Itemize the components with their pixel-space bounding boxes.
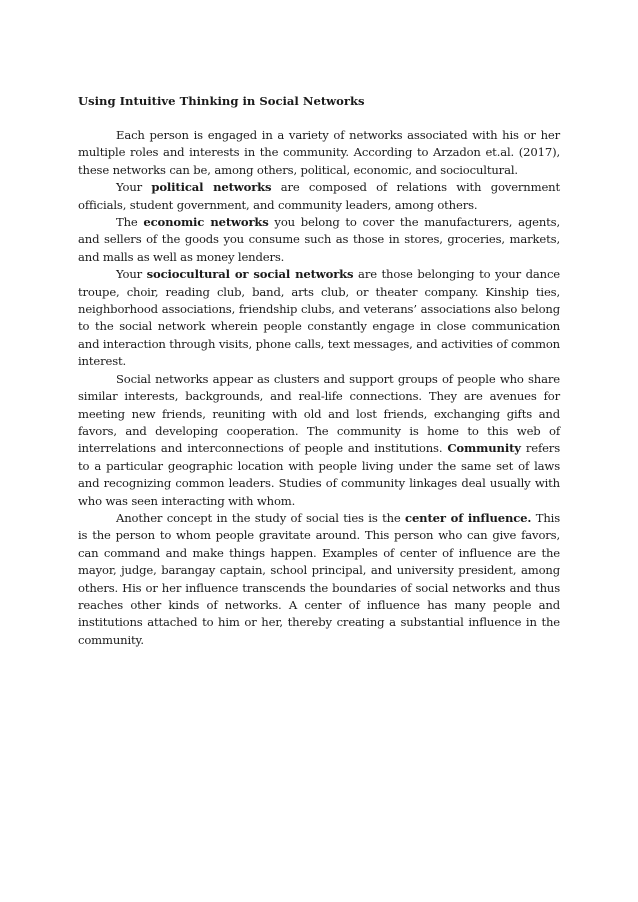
bold-term: Community — [447, 441, 521, 456]
document-title: Using Intuitive Thinking in Social Networks — [78, 94, 365, 108]
body-paragraph — [78, 510, 560, 649]
paragraph-text: Each person is engaged in a variety of networks associated with his or her multiple roles and interests in the community. According to Arzadon et.al. (2017), these networks can be, among others, political, economic, and sociocultural. — [78, 128, 560, 177]
paragraph-text: are composed of relations with government officials, student government, and community leaders, among others. — [78, 180, 560, 212]
body-paragraph — [78, 214, 560, 266]
document-body — [78, 127, 560, 649]
bold-term: political networks — [151, 180, 272, 195]
paragraph-text: you belong to cover the manufacturers, agents, and sellers of the goods you consume such as those in stores, groceries, markets, and malls as well as money lenders. — [78, 215, 560, 264]
paragraph-text: refers to a particular geographic location with people living under the same set of laws and recognizing common leaders. Studies of community linkages deal usually with who was seen interacting with whom. — [78, 441, 560, 508]
paragraph-text: Social networks appear as clusters and support groups of people who share similar interests, backgrounds, and real-life connections. They are avenues for meeting new friends, reuniting with old and lost friends, exchanging gifts and favors, and developing cooperation. The community is home to this web of interrelations and interconnections of people and institutions. — [78, 371, 560, 456]
document-page — [78, 92, 560, 649]
body-paragraph — [78, 179, 560, 214]
paragraph-text: Your — [116, 267, 147, 282]
bold-term: economic networks — [143, 215, 269, 230]
paragraph-text: This is the person to whom people gravitate around. This person who can give favors, can command and make things happen. Examples of center of influence are the mayor, judge, barangay captain, school principal, and university president, among others. His or her influence transcends the boundaries of social networks and thus reaches other kinds of networks. A center of influence has many people and institutions attached to him or her, thereby creating a substantial influence in the community. — [78, 510, 560, 647]
paragraph-text: The — [116, 215, 144, 230]
paragraph-text: are those belonging to your dance troupe, choir, reading club, band, arts club, or theater company. Kinship ties, neighborhood associations, friendship clubs, and veterans’ associations also belong to the social network wherein people constantly engage in close communication and interaction through visits, phone calls, text messages, and activities of common interest. — [78, 267, 560, 369]
body-paragraph — [78, 127, 560, 179]
body-paragraph — [78, 266, 560, 370]
bold-term: sociocultural or social networks — [146, 267, 354, 282]
paragraph-text: Your — [116, 180, 152, 195]
body-paragraph — [78, 371, 560, 510]
bold-term: center of influence. — [405, 510, 532, 525]
paragraph-text: Another concept in the study of social ties is the — [116, 510, 406, 525]
